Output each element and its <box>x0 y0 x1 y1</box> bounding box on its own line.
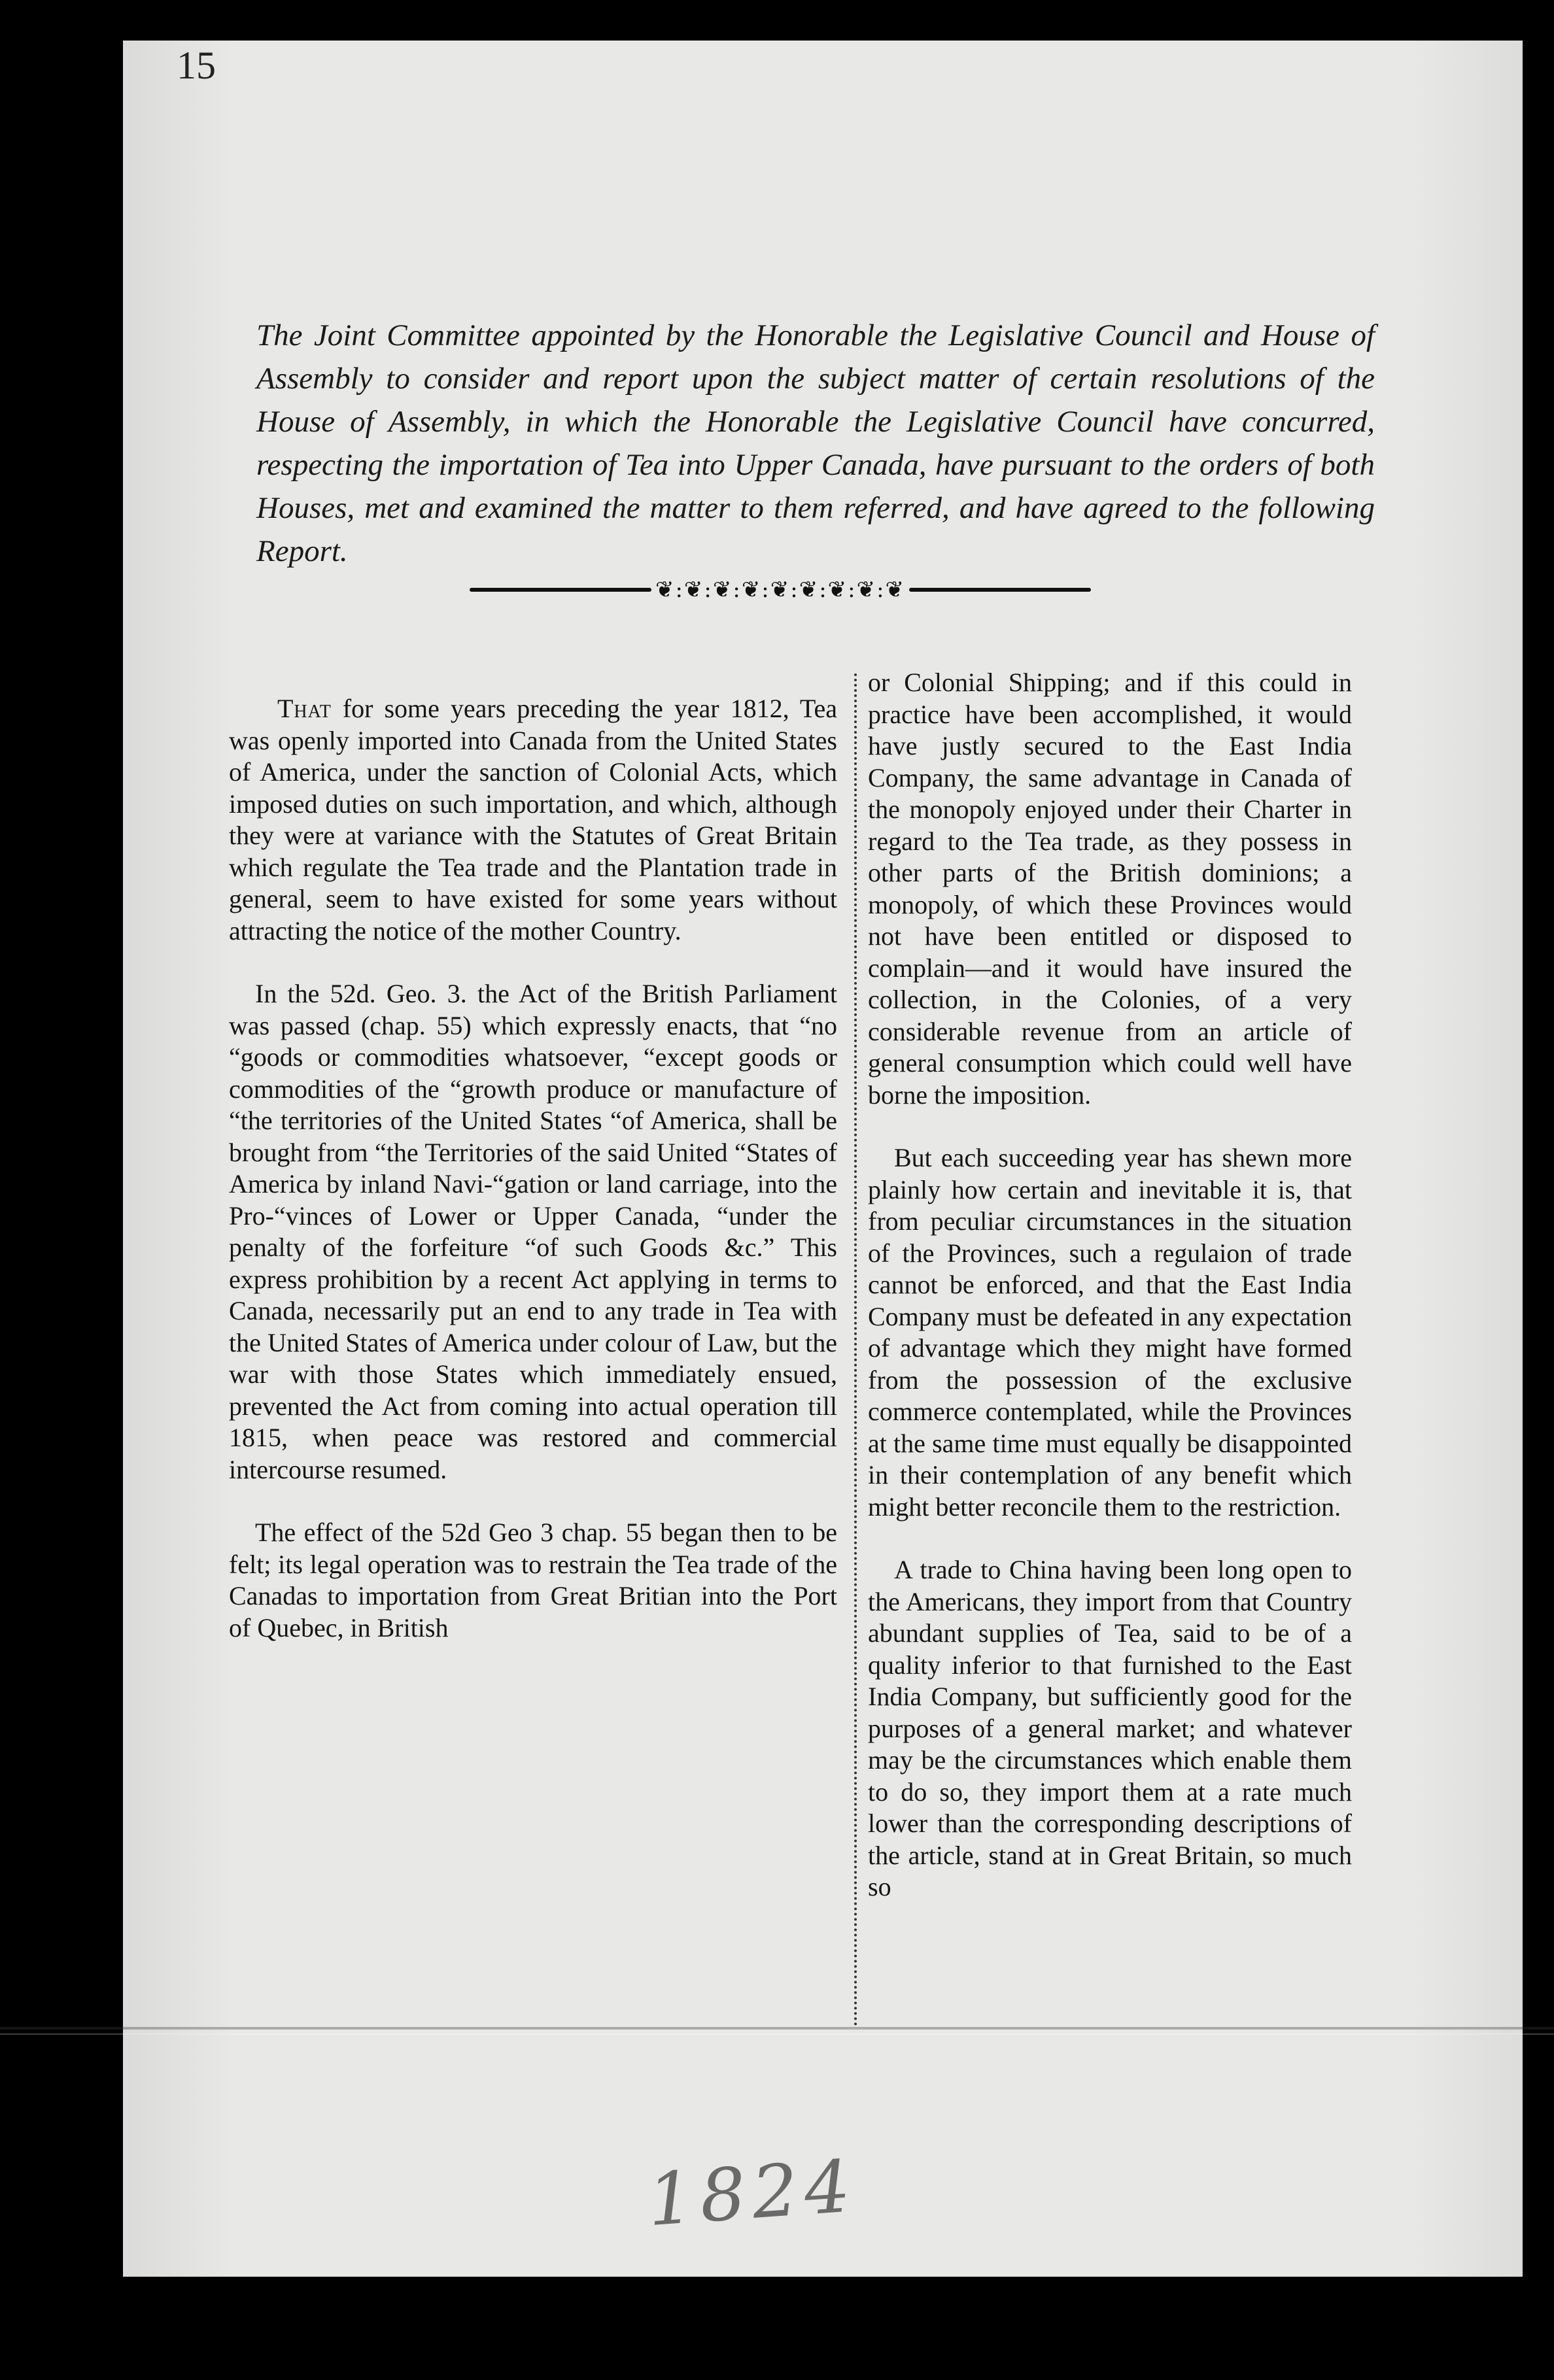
handwritten-year-note: 1824 <box>644 2143 860 2243</box>
report-heading-text: The Joint Committee appointed by the Honorable the Legislative Council and House of Assembly to consider and report upon the subject matter of certain resolutions of the House of Assembly, in which the Honorable the Legislative Council have concurred, respecting the importation of Tea into Upper Canada, have pursuant to the orders of both Houses, met and examined the matter to them referred, and have agreed to the following Report. <box>256 318 1375 568</box>
ornament-left-rule <box>470 588 651 592</box>
fold-line-highlight <box>0 2033 1554 2035</box>
corner-page-mark: 15 <box>177 44 216 87</box>
right-paragraph-1: or Colonial Shipping; and if this could in practice have been accomplished, it would have justly secured to the East India Company, the same advantage in Canada of the monopoly enjoyed under their Charter in regard to the Tea trade, as they possess in other parts of the British dominions; a monopoly, of which these Provinces would not have been entitled or disposed to complain—and it would have insured the collection, in the Colonies, of a very considerable revenue from an article of general consumption which could well have borne the imposition. <box>868 668 1352 1110</box>
right-column <box>868 667 1352 1935</box>
left-paragraph-1-opening-word: That <box>277 694 332 723</box>
right-paragraph-3: A trade to China having been long open to the Americans, they import from that Country abundant supplies of Tea, said to be of a quality inferior to that furnished to the East India Company, but sufficiently good for the purposes of a general market; and whatever may be the circumstances which enable them to do so, they import them at a rate much lower than the corresponding descriptions of the article, stand at in Great Britain, so much so <box>868 1555 1352 1901</box>
ornament-right-rule <box>909 588 1091 592</box>
left-paragraph-1 <box>229 693 837 947</box>
column-divider <box>854 673 865 2027</box>
ornamental-divider <box>470 577 1091 603</box>
left-column <box>229 693 837 1675</box>
right-paragraph-2: But each succeeding year has shewn more plainly how certain and inevitable it is, that from peculiar circumstances in the situation of the Provinces, such a regulaion of trade cannot be enforced, and that the East India Company must be defeated in any expectation of advantage which they might have formed from the possession of the exclusive commerce contemplated, while the Provinces at the same time must equally be disappointed in their contemplation of any benefit which might better reconcile them to the restriction. <box>868 1143 1352 1522</box>
report-heading <box>256 314 1375 573</box>
fold-line <box>0 2027 1554 2030</box>
left-paragraph-3: The effect of the 52d Geo 3 chap. 55 began then to be felt; its legal operation was to restrain the Tea trade of the Canadas to importation from Great Britian into the Port of Quebec, in British <box>229 1518 837 1642</box>
left-paragraph-2: In the 52d. Geo. 3. the Act of the British Parliament was passed (chap. 55) which expressly enacts, that “no “goods or commodities whatsoever, “except goods or commodities of the “growth produce or manufacture of “the territories of the United States “of America, shall be brought from “the Territories of the said United “States of America by inland Navi-“gation or land carriage, into the Pro-“vinces of Lower or Upper Canada, “under the penalty of the forfeiture “of such Goods &c.” This express prohibition by a recent Act applying in terms to Canada, necessarily put an end to any trade in Tea with the United States of America under colour of Law, but the war with those States which immediately ensued, prevented the Act from coming into actual operation till 1815, when peace was restored and commercial intercourse resumed. <box>229 979 837 1484</box>
left-paragraph-1-text: for some years preceding the year 1812, Tea was openly imported into Canada from the United States of America, under the sanction of Colonial Acts, which imposed duties on such importation, and which, although they were at variance with the Statutes of Great Britain which regulate the Tea trade and the Plantation trade in general, seem to have existed for some years without attracting the notice of the mother Country. <box>229 694 837 945</box>
ornament-center: ❦:❦:❦:❦:❦:❦:❦:❦:❦ <box>655 577 906 603</box>
